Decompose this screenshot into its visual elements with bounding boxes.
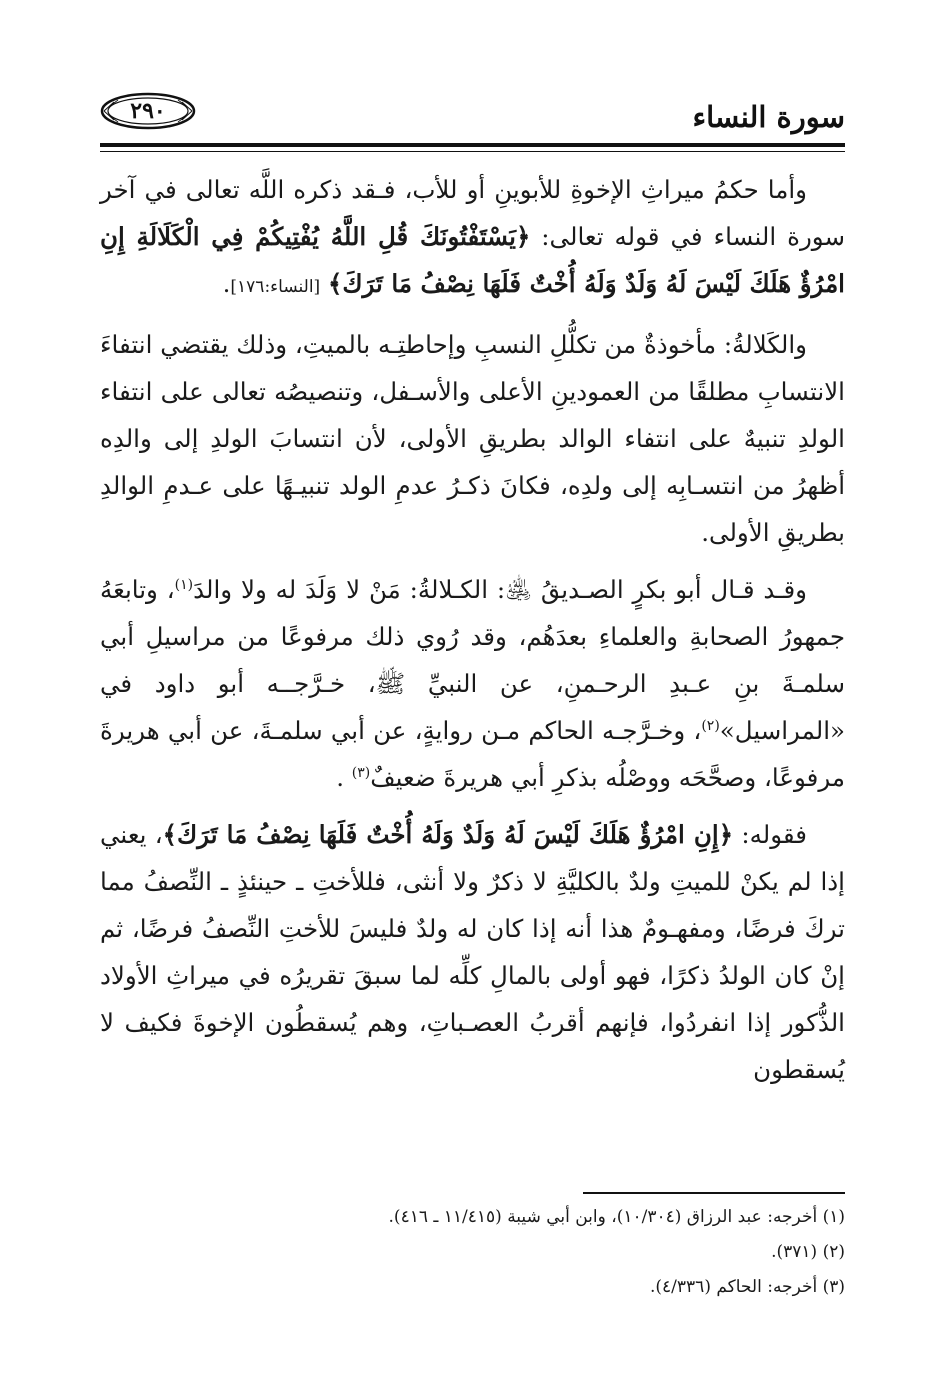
quran-verse: ﴿إِنِ امْرُؤٌ هَلَكَ لَيْسَ لَهُ وَلَدٌ وَلَهُ أُخْتٌ فَلَهَا نِصْفُ مَا تَرَكَ﴾ [162, 820, 734, 849]
text-run [320, 269, 328, 298]
text-run: . [336, 763, 352, 792]
footnote-marker: (١) [174, 576, 194, 593]
paragraph [100, 166, 845, 311]
header-rule-thick [100, 143, 845, 147]
paragraph [100, 811, 845, 1093]
quran-verse: ﴿يَسْتَفْتُونَكَ قُلِ اللَّهُ يُفْتِيكُمْ فِي الْكَلَالَةِ إِنِ امْرُؤٌ هَلَكَ لَيْسَ لَهُ وَلَدٌ وَلَهُ أُخْتٌ فَلَهَا نِصْفُ مَا تَرَكَ﴾ [100, 222, 845, 298]
surah-title: سورة النساء [692, 100, 845, 134]
footnote-1: (١) أخرجه: عبد الرزاق (١٠/٣٠٤)، وابن أبي شيبة (١١/٤١٥ ـ ٤١٦). [388, 1207, 845, 1227]
text-run: . [222, 269, 231, 298]
footnote-separator [583, 1192, 845, 1194]
page-number: ٢٩٠ [130, 98, 166, 124]
paragraph [100, 566, 845, 801]
text-run: فقوله: [733, 820, 807, 849]
footnotes [100, 1200, 845, 1305]
footnote-2: (٢) (٣٧١). [771, 1242, 845, 1262]
page-number-badge [100, 92, 196, 130]
footnote-marker: (٢) [701, 717, 720, 734]
text-run: وقـد قـال أبو بكرٍ الصـديقُ ﵁: الكـلالةُ: مَنْ لا وَلَدَ له ولا والدَ [193, 575, 807, 604]
page-header [100, 88, 845, 148]
text-run: ، وتابعَهُ جمهورُ الصحابةِ والعلماءِ بعدَهُم، وقد رُوي ذلك مرفوعًا من مراسيلِ أبي سلمـةَ بنِ عـبدِ الرحـمنِ، عن النبيِّ ﷺ، خـرَّجــه أبو داود في «المراسيل» [100, 575, 845, 745]
paragraph [100, 321, 845, 556]
text-run: ، يعني إذا لم يكنْ للميتِ ولدٌ بالكليَّةِ لا ذكرٌ ولا أنثى، فللأختِ ـ حينئذٍ ـ النِّصفُ مما تركَ فرضًا، ومفهـومٌ هذا أنه إذا كان له ولدٌ فليسَ للأختِ النِّصفُ فرضًا، ثم إنْ كان الولدُ ذكرًا، فهو أولى بالمالِ كلِّه لما سبقَ تقريرُه في ميراثِ الأولاد الذُّكور إذا انفردُوا، فإنهم أقربُ العصـباتِ، وهم يُسقطُون الإخوةَ فكيف لا يُسقطون [100, 820, 845, 1084]
text-run: ، وخـرَّجـه الحاكم مـن روايةٍ، عن أبي سلمـةَ، عن أبي هريرةَ مرفوعًا، وصحَّحَه ووصْلُه بذكرِ أبي هريرةَ ضعيفٌ [100, 716, 845, 792]
text-run: والكَلالةُ: مأخوذةٌ من تكلُّلِ النسبِ وإحاطتِـه بالميتِ، وذلك يقتضي انتفاءَ الانتسابِ مطلقًا من العمودينِ الأعلى والأسـفل، وتنصيصُه تعالى على انتفاء الولدِ تنبيهٌ على انتفاء الوالد بطريقِ الأولى، لأن انتسابَ الولدِ إلى والدِه أظهرُ من انتسـابِه إلى ولدِه، فكانَ ذكـرُ عدمِ الولد تنبيـهًا على عـدمِ الوالدِ بطريقِ الأولى. [100, 330, 845, 547]
footnote-marker: (٣) [351, 764, 371, 781]
footnote-3: (٣) أخرجه: الحاكم (٤/٣٣٦). [650, 1277, 845, 1297]
header-rule-thin [100, 151, 845, 152]
text-run: وأما حكمُ ميراثِ الإخوةِ للأبوينِ أو للأب، فـقد ذكره اللَّه تعالى في آخر سورة النساء في قوله تعالى: [100, 175, 845, 251]
verse-reference: [النساء:١٧٦] [230, 277, 321, 297]
main-text [100, 166, 845, 1103]
